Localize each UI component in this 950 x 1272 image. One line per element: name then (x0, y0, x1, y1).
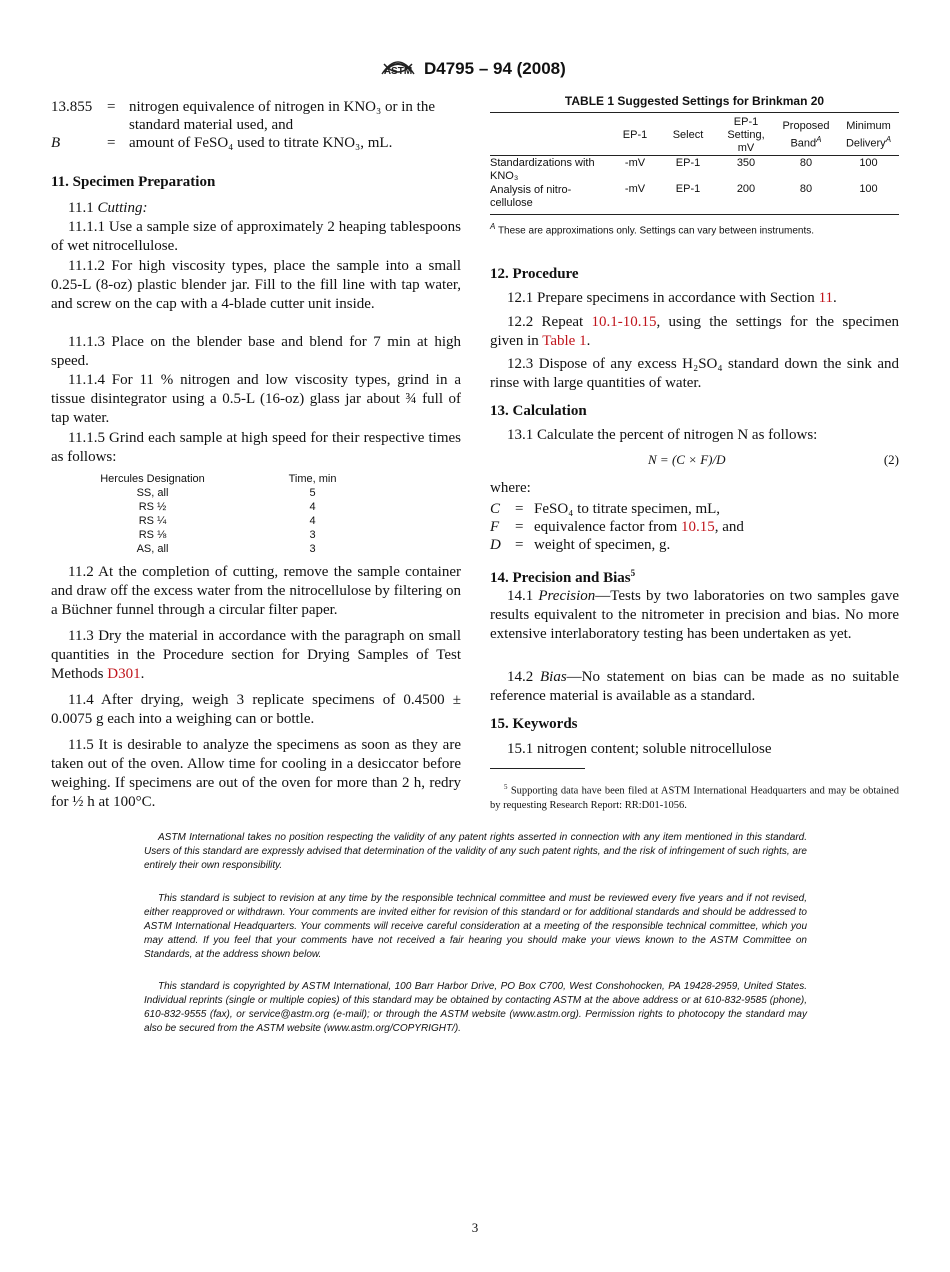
th-delivery-text: Minimum Delivery (845, 120, 891, 150)
section-11-title: 11. Specimen Preparation (51, 174, 216, 190)
th-ep1: EP-1 (622, 129, 648, 141)
table-1-footnote (490, 220, 899, 237)
cell-delivery: 100 (859, 157, 878, 169)
grind-cell: SS, all (136, 487, 169, 499)
table-row (80, 542, 400, 556)
grind-cell: 4 (309, 515, 316, 527)
th-delivery (838, 116, 899, 156)
d301-link[interactable]: D301 (107, 666, 141, 682)
para-11-1-1: 11.1.1 Use a sample size of approximately 2 heaping tablespoons of wet nitrocellulose. (51, 219, 461, 254)
def-equals: = (515, 501, 524, 517)
para-15-1: 15.1 nitrogen content; soluble nitrocellulose (507, 741, 772, 757)
th-band-note: A (816, 135, 822, 145)
table-top-rule (490, 112, 899, 113)
cell-band: 80 (799, 183, 813, 195)
section-12-title: 12. Procedure (490, 266, 579, 282)
grind-header-row (80, 472, 400, 486)
def-term: 13.855 (51, 99, 93, 115)
para-14-1: 14.1 Precision—Tests by two laboratories on two samples gave results equivalent to the nitrometer in precision and bias. No more extensive interlaboratory testing has been undertaken as yet. (490, 588, 899, 642)
para-12-2-mid: , using the settings for the specimen given in (490, 314, 899, 349)
th-delivery-note: A (885, 135, 892, 145)
precision-label: Precision (538, 588, 596, 604)
logo-text: ASTM (383, 66, 413, 77)
para-11-1-2: 11.1.2 For high viscosity types, place the sample into a small 0.25-L (8-oz) plastic blender jar. Fill to the fill line with tap water, and screw on the cap with a 4-blade cutter unit inside. (51, 258, 461, 312)
para-11-3 (51, 627, 461, 684)
th-band-text: Proposed Band (782, 120, 830, 150)
def-equals: = (107, 99, 116, 115)
equation: N = (C × F)/D (648, 452, 726, 467)
para-12-2 (490, 313, 899, 351)
cell-band: 80 (799, 157, 813, 169)
th-select: Select (672, 129, 704, 141)
def-term: D (490, 537, 501, 553)
para-12-1-end: . (833, 290, 837, 306)
para-12-1 (490, 289, 899, 308)
def-equals: = (515, 537, 524, 553)
cell-setting: 200 (736, 183, 756, 195)
row-label: Analysis of nitro-cellulose (490, 184, 572, 209)
def-term: B (51, 135, 61, 151)
footnote-text: These are approximations only. Settings can vary between instruments. (497, 225, 815, 237)
footnote-ref: 5 (630, 568, 636, 578)
table-bottom-rule (490, 214, 899, 215)
grind-cell: RS ¼ (138, 515, 167, 527)
section-14-title-text: 14. Precision and Bias (490, 570, 631, 586)
para-14-1-text: —Tests by two laboratories on two samples gave results equivalent to the nitrometer in precision and bias. No more extensive interlaboratory testing has been undertaken as yet. (490, 588, 899, 642)
grind-cell: AS, all (136, 543, 169, 555)
table-header-row (490, 116, 899, 156)
def-text (534, 518, 744, 536)
def-text: FeSO₄ to titrate specimen, mL, (534, 501, 721, 517)
para-12-2-text: 12.2 Repeat (507, 314, 592, 330)
cell-setting: 350 (736, 157, 756, 169)
cutting-label: Cutting: (97, 200, 148, 216)
th-band (774, 116, 838, 156)
para-11-1-5: 11.1.5 Grind each sample at high speed for their respective times as follows: (51, 430, 461, 465)
def-text: weight of specimen, g. (534, 537, 671, 553)
grind-cell: 4 (309, 501, 316, 513)
table-1-title: TABLE 1 Suggested Settings for Brinkman 20 (564, 94, 825, 108)
footnote-mark: A (490, 222, 496, 231)
section-15-title: 15. Keywords (490, 716, 578, 732)
paragraph-range-link[interactable]: 10.1-10.15 (591, 314, 657, 330)
cell-select: EP-1 (675, 157, 701, 169)
grind-header: Time, min (288, 473, 337, 485)
para-14-2: 14.2 Bias—No statement on bias can be made as no suitable reference material is available as a standard. (490, 669, 899, 704)
cell-delivery: 100 (859, 183, 878, 195)
table-row (80, 514, 400, 528)
cell-ep1: -mV (624, 183, 646, 195)
para-12-1-text: 12.1 Prepare specimens in accordance with Section (507, 290, 819, 306)
astm-logo-icon (380, 52, 416, 84)
def-term: C (490, 501, 501, 517)
para-11-5: 11.5 It is desirable to analyze the specimens as soon as they are taken out of the oven. Allow time for cooling in a desiccator before weighing. If specimens are out of the oven for more than 2 h, redry for ½ h at 100°C. (51, 737, 461, 810)
grind-cell: 3 (309, 529, 316, 541)
table-row (490, 183, 899, 210)
def-term: F (490, 519, 500, 535)
footnote-5 (490, 780, 899, 813)
para-11-1-3: 11.1.3 Place on the blender base and blend for 7 min at high speed. (51, 334, 461, 369)
footer-patent-notice: ASTM International takes no position respecting the validity of any patent rights asserted in connection with any item mentioned in this standard. Users of this standard are expressly advised that determination of the validity of any such patent rights, and the risk of infringement of such rights, are entirely their own responsibility. (144, 832, 807, 871)
table-1 (490, 116, 899, 210)
def-equals: = (515, 519, 524, 535)
section-11-link[interactable]: 11 (818, 290, 834, 306)
table-1-link[interactable]: Table 1 (542, 333, 587, 349)
designation-title: D4795 – 94 (2008) (424, 59, 566, 78)
grind-times-table (80, 472, 400, 556)
para-14-2-text: —No statement on bias can be made as no suitable reference material is available as a standard. (490, 669, 899, 704)
footnote-5-mark: 5 (504, 783, 508, 791)
section-13-title: 13. Calculation (490, 403, 587, 419)
para-11-3-text: 11.3 Dry the material in accordance with the paragraph on small quantities in the Procedure section for Drying Samples of Test Methods (51, 628, 461, 682)
table-row (80, 486, 400, 500)
grind-header: Hercules Designation (100, 473, 205, 485)
cell-select: EP-1 (675, 183, 701, 195)
grind-cell: 3 (309, 543, 316, 555)
para-12-3: 12.3 Dispose of any excess H₂SO₄ standard down the sink and rinse with large quantities of water. (490, 356, 899, 391)
table-row (490, 157, 899, 183)
footer-copyright-notice: This standard is copyrighted by ASTM International, 100 Barr Harbor Drive, PO Box C700, West Conshohocken, PA 19428-2959, United States. Individual reprints (single or multiple copies) of this standard may be obtained by contacting ASTM at the above address or at 610-832-9585 (phone), 610-832-9555 (fax), or service@astm.org (e-mail); or through the ASTM website (www.astm.org). Permission rights to photocopy the standard may also be secured from the ASTM website (www.astm.org/COPYRIGHT/). (144, 981, 807, 1034)
para-11-1-4: 11.1.4 For 11 % nitrogen and low viscosity types, grind in a tissue disintegrator using a 0.5-L (16-oz) glass jar about ¾ full of tap water. (51, 372, 461, 426)
th-setting: EP-1 Setting, mV (727, 116, 765, 154)
row-label: Standardizations with KNO₃ (490, 157, 595, 182)
footer-revision-notice: This standard is subject to revision at any time by the responsible technical committee and must be reviewed every five years and if not revised, either reapproved or withdrawn. Your comments are invited either for revision of this standard or for additional standards and should be addressed to ASTM International Headquarters. Your comments will receive careful consideration at a meeting of the responsible technical committee, which you may attend. If you feel that your comments have not received a fair hearing you should make your views known to the ASTM Committee on Standards, at the address shown below. (144, 893, 807, 960)
grind-cell: RS ⅛ (138, 529, 167, 541)
where-label: where: (490, 480, 531, 496)
section-14-title (490, 564, 899, 588)
table-row (80, 528, 400, 542)
grind-cell: 5 (309, 487, 316, 499)
def-text-pre: equivalence factor from (534, 519, 682, 535)
footnote-rule (490, 768, 585, 769)
grind-cell: RS ½ (138, 501, 167, 513)
para-11-2: 11.2 At the completion of cutting, remove the sample container and draw off the excess water from the nitrocellulose by filtering on a Büchner funnel through a circular filter paper. (51, 564, 461, 618)
table-row (80, 500, 400, 514)
para-13-1: 13.1 Calculate the percent of nitrogen N as follows: (507, 427, 818, 443)
def-text: nitrogen equivalence of nitrogen in KNO₃ or in the standard material used, and (129, 99, 435, 133)
para-12-2-end: . (586, 333, 591, 349)
def-text: amount of FeSO₄ used to titrate KNO₃, mL. (129, 135, 393, 151)
def-equals: = (107, 135, 116, 151)
para-11-3-end: . (140, 666, 145, 682)
def-text-post: , and (714, 519, 744, 535)
astm-logo (380, 52, 416, 84)
equation-number: (2) (883, 452, 899, 467)
bias-label: Bias (540, 669, 567, 685)
footnote-5-text: Supporting data have been filed at ASTM International Headquarters and may be obtained by requesting Research Report: RR:D01-1056. (490, 785, 899, 811)
cell-ep1: -mV (624, 157, 646, 169)
paragraph-10-15-link[interactable]: 10.15 (681, 519, 715, 535)
para-11-4: 11.4 After drying, weigh 3 replicate specimens of 0.4500 ± 0.0075 g each into a weighing can or bottle. (51, 692, 461, 727)
para-11-1: 11.1 Cutting: (68, 200, 148, 216)
page-number: 3 (471, 1220, 479, 1235)
